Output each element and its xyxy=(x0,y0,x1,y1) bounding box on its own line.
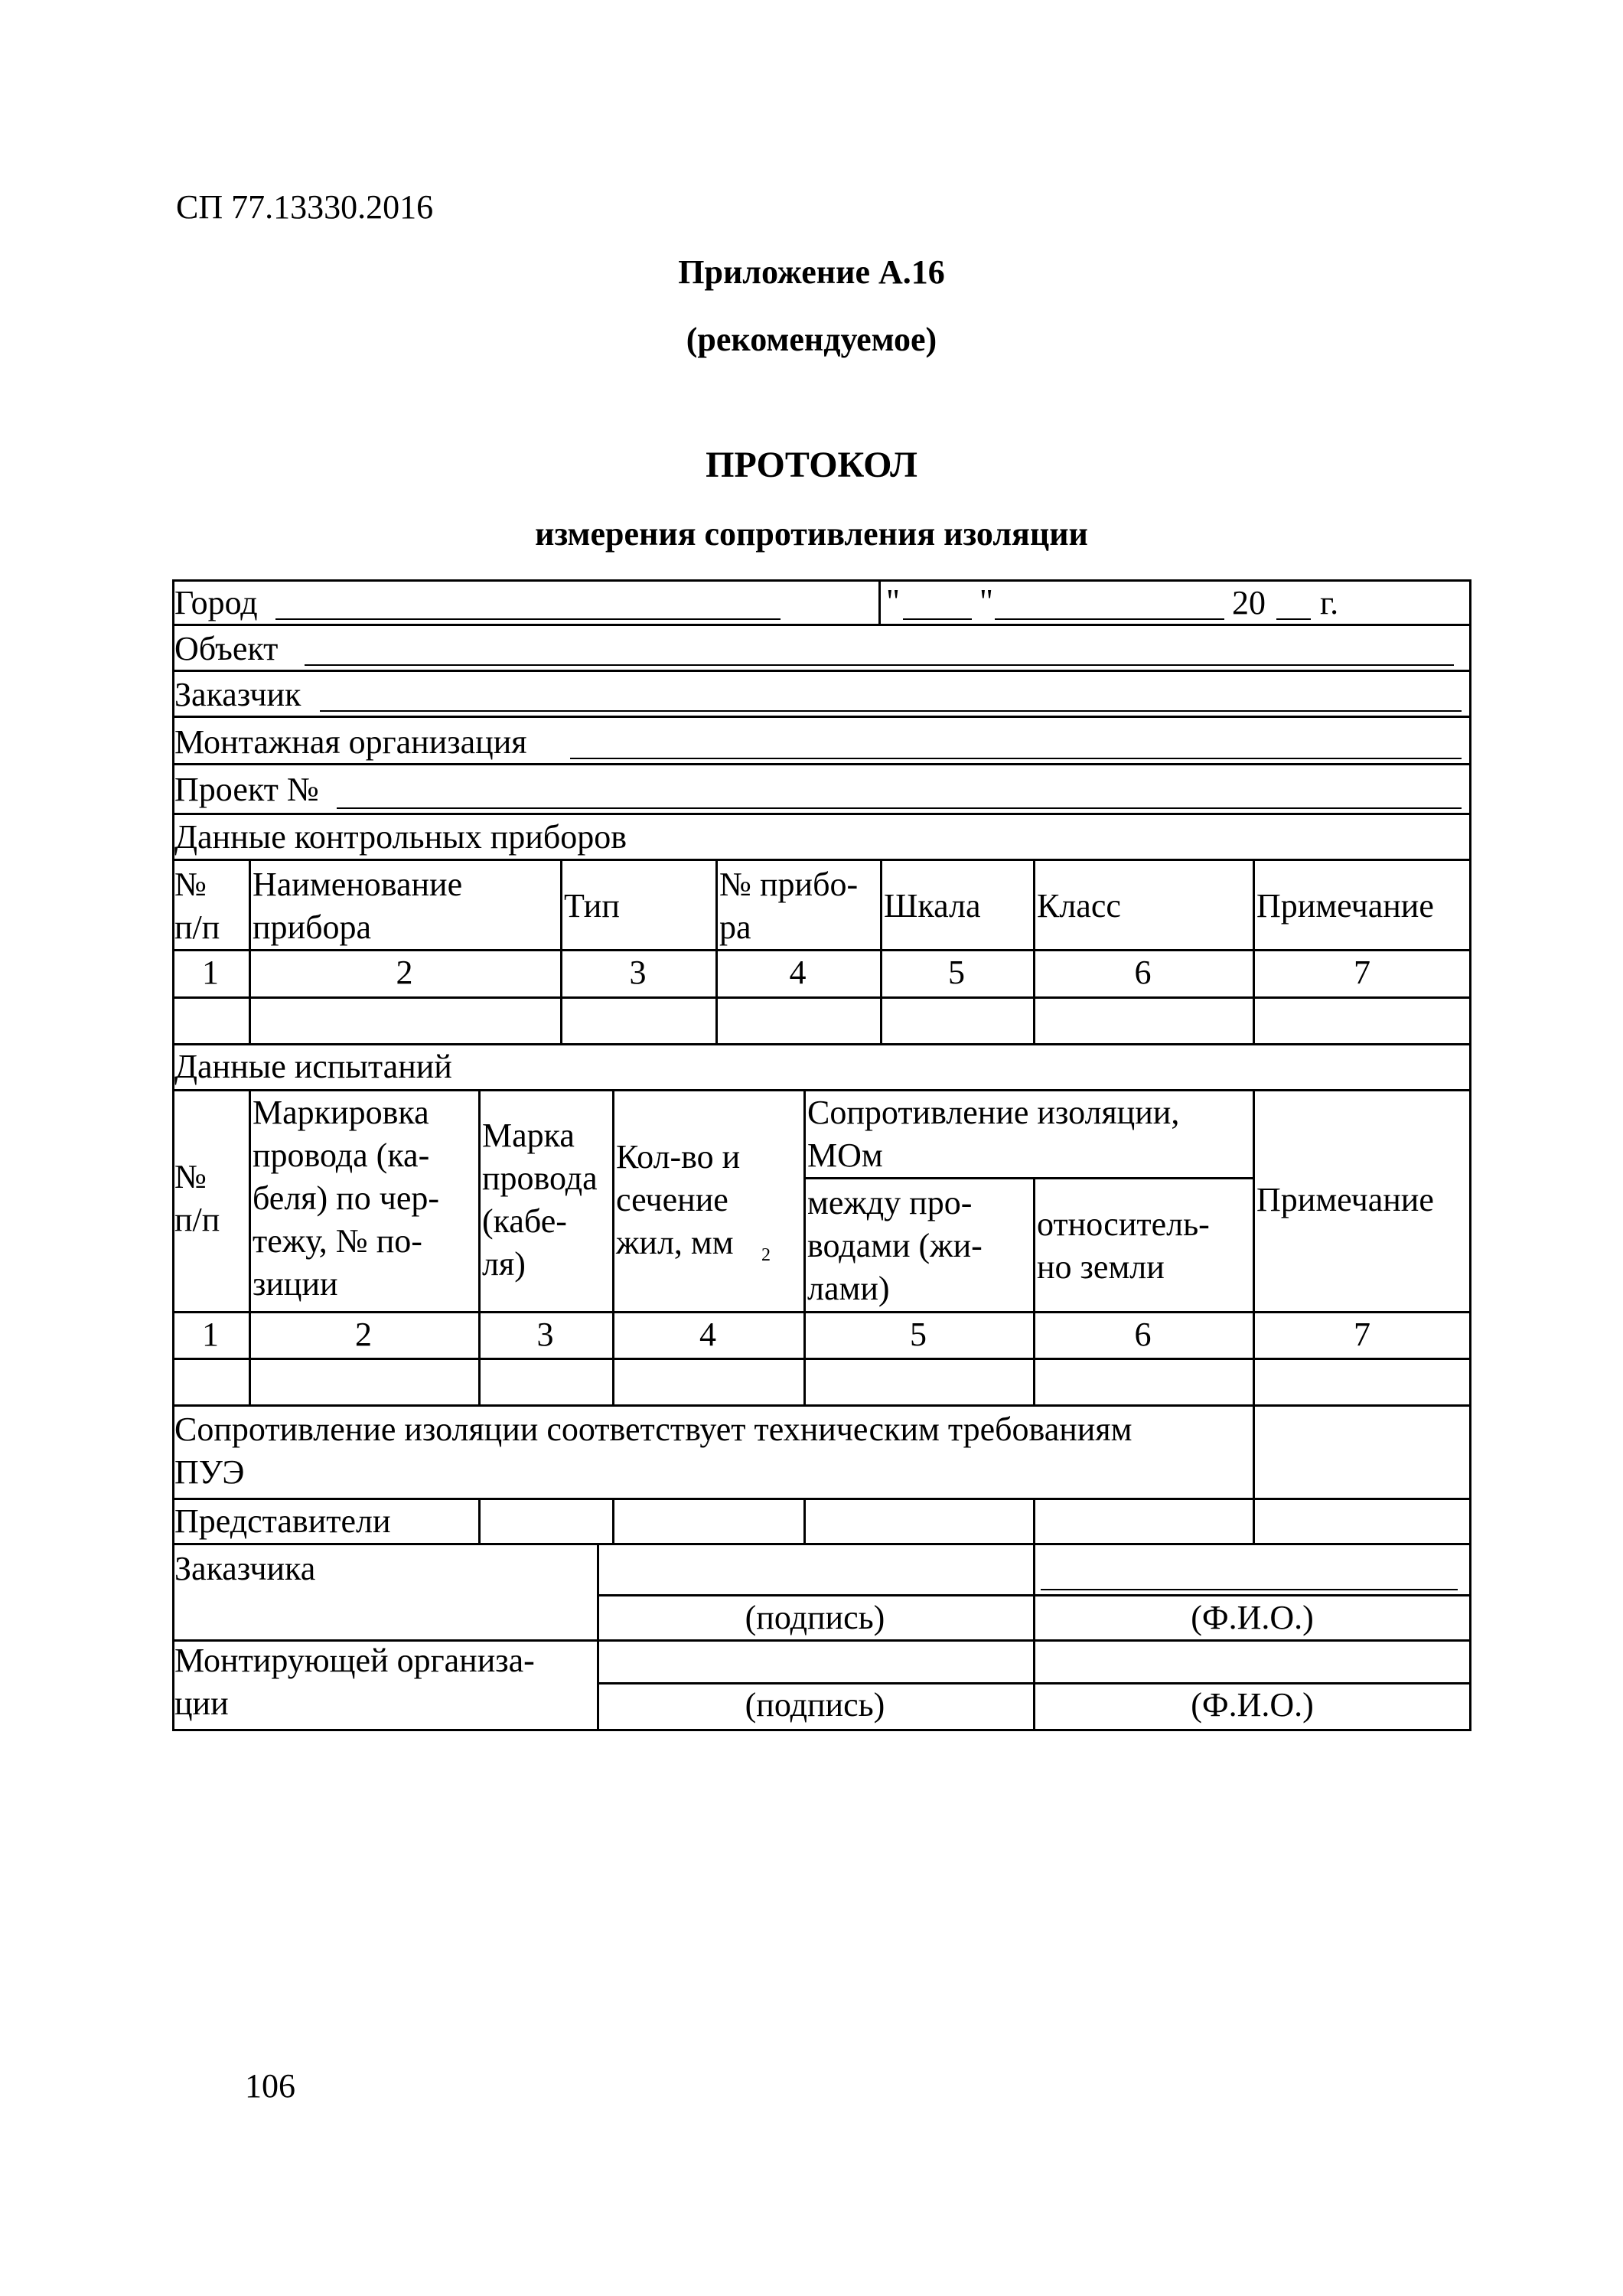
table-rule xyxy=(172,996,1471,999)
customer-name-caption: (Ф.И.О.) xyxy=(1191,1599,1314,1636)
table-rule xyxy=(612,1089,614,1404)
object-fill-line[interactable] xyxy=(305,664,1454,666)
table-rule xyxy=(1253,1404,1255,1498)
customer-signature-caption: (подпись) xyxy=(745,1599,885,1636)
table-rule xyxy=(878,579,881,624)
customer-fill-line[interactable] xyxy=(320,710,1462,712)
table-rule xyxy=(1253,1498,1255,1543)
table-rule xyxy=(172,670,1471,672)
instr-col-number: 3 xyxy=(629,954,647,991)
test-header-note: Примечание xyxy=(1256,1181,1434,1218)
table-rule xyxy=(803,1498,806,1543)
table-rule xyxy=(803,1177,1253,1179)
month-fill-line[interactable] xyxy=(995,618,1224,620)
conclusion-text: Сопротивление изоляции соответствует техническим требованиям ПУЭ xyxy=(174,1411,1133,1491)
document-code: СП 77.13330.2016 xyxy=(176,188,434,226)
test-header-num: № п/п xyxy=(174,1158,220,1238)
instr-col-number: 5 xyxy=(948,954,965,991)
instr-header-type: Тип xyxy=(564,887,620,925)
table-rule xyxy=(172,624,1471,626)
installer-signature-caption: (подпись) xyxy=(745,1686,885,1724)
day-fill-line[interactable] xyxy=(903,618,972,620)
test-col-number: 3 xyxy=(536,1316,554,1353)
table-rule xyxy=(803,1089,806,1404)
city-fill-line[interactable] xyxy=(275,618,781,620)
protocol-subtitle: измерения сопротивления изоляции xyxy=(535,515,1088,553)
page-number: 106 xyxy=(245,2067,295,2105)
table-rule xyxy=(172,716,1471,718)
installer-name-caption: (Ф.И.О.) xyxy=(1191,1686,1314,1724)
test-header-to-ground: относитель- но земли xyxy=(1037,1205,1210,1286)
table-rule xyxy=(172,1404,1471,1407)
tests-section-title: Данные испытаний xyxy=(174,1048,452,1085)
table-rule xyxy=(612,1498,614,1543)
protocol-title: ПРОТОКОЛ xyxy=(706,445,917,485)
test-col-number: 4 xyxy=(699,1316,716,1353)
instr-header-note: Примечание xyxy=(1256,887,1434,925)
test-header-between-wires: между про- водами (жи- лами) xyxy=(807,1184,983,1307)
city-label: Город xyxy=(174,584,258,621)
test-col-number: 2 xyxy=(355,1316,372,1353)
instr-header-serial: № прибо- ра xyxy=(719,866,859,946)
instr-col-number: 4 xyxy=(789,954,807,991)
table-border xyxy=(172,579,1471,582)
table-rule xyxy=(172,1543,1471,1545)
date-open-quote: " xyxy=(886,582,900,620)
table-rule xyxy=(249,1089,251,1404)
table-border xyxy=(172,1729,1471,1731)
appendix-title: Приложение А.16 xyxy=(678,253,945,291)
instr-header-class: Класс xyxy=(1037,887,1121,925)
date-close-quote: " xyxy=(979,582,993,620)
project-label: Проект № xyxy=(174,771,319,808)
installer-label: Монтажная организация xyxy=(174,723,527,761)
instr-col-number: 7 xyxy=(1354,954,1370,991)
test-col-number: 5 xyxy=(910,1316,927,1353)
table-rule xyxy=(172,813,1471,815)
instr-col-number: 1 xyxy=(202,954,219,991)
table-rule xyxy=(1033,1177,1035,1404)
year-fill-line[interactable] xyxy=(1276,618,1311,620)
table-rule xyxy=(1253,1089,1255,1404)
superscript-2: 2 xyxy=(761,1245,771,1265)
instr-header-num: № п/п xyxy=(174,866,220,946)
instr-header-name: Наименование прибора xyxy=(253,866,463,946)
customer-rep-label: Заказчика xyxy=(174,1550,316,1587)
appendix-status: (рекомендуемое) xyxy=(686,321,937,358)
customer-label: Заказчик xyxy=(174,676,301,713)
table-rule xyxy=(478,1089,481,1404)
test-col-number: 6 xyxy=(1134,1316,1152,1353)
year-prefix: 20 xyxy=(1232,584,1266,621)
instr-col-number: 6 xyxy=(1134,954,1152,991)
test-header-count: Кол-во и сечение жил, мм 2 xyxy=(616,1136,740,1264)
installer-rep-label: Монтирующей организа- ции xyxy=(174,1642,535,1722)
test-col-number: 1 xyxy=(202,1316,219,1353)
instr-col-number: 2 xyxy=(396,954,413,991)
test-col-number: 7 xyxy=(1354,1316,1370,1353)
year-suffix: г. xyxy=(1320,584,1339,621)
instruments-section-title: Данные контрольных приборов xyxy=(174,818,627,856)
installer-fill-line[interactable] xyxy=(570,758,1462,759)
table-rule xyxy=(172,859,1471,861)
table-border xyxy=(1469,579,1471,1731)
instr-header-scale: Шкала xyxy=(884,887,981,925)
object-label: Объект xyxy=(174,630,279,667)
test-header-brand: Марка провода (кабе- ля) xyxy=(482,1117,598,1283)
test-header-resistance: Сопротивление изоляции, МОм xyxy=(807,1094,1180,1174)
customer-name-fill-line[interactable] xyxy=(1041,1589,1458,1590)
test-header-marking: Маркировка провода (ка- беля) по чер- тежу, № по- зиции xyxy=(253,1094,440,1303)
table-rule xyxy=(478,1498,481,1543)
table-rule xyxy=(1033,1498,1035,1543)
representatives-label: Представители xyxy=(174,1502,391,1540)
table-rule xyxy=(172,1358,1471,1360)
project-fill-line[interactable] xyxy=(337,807,1462,809)
